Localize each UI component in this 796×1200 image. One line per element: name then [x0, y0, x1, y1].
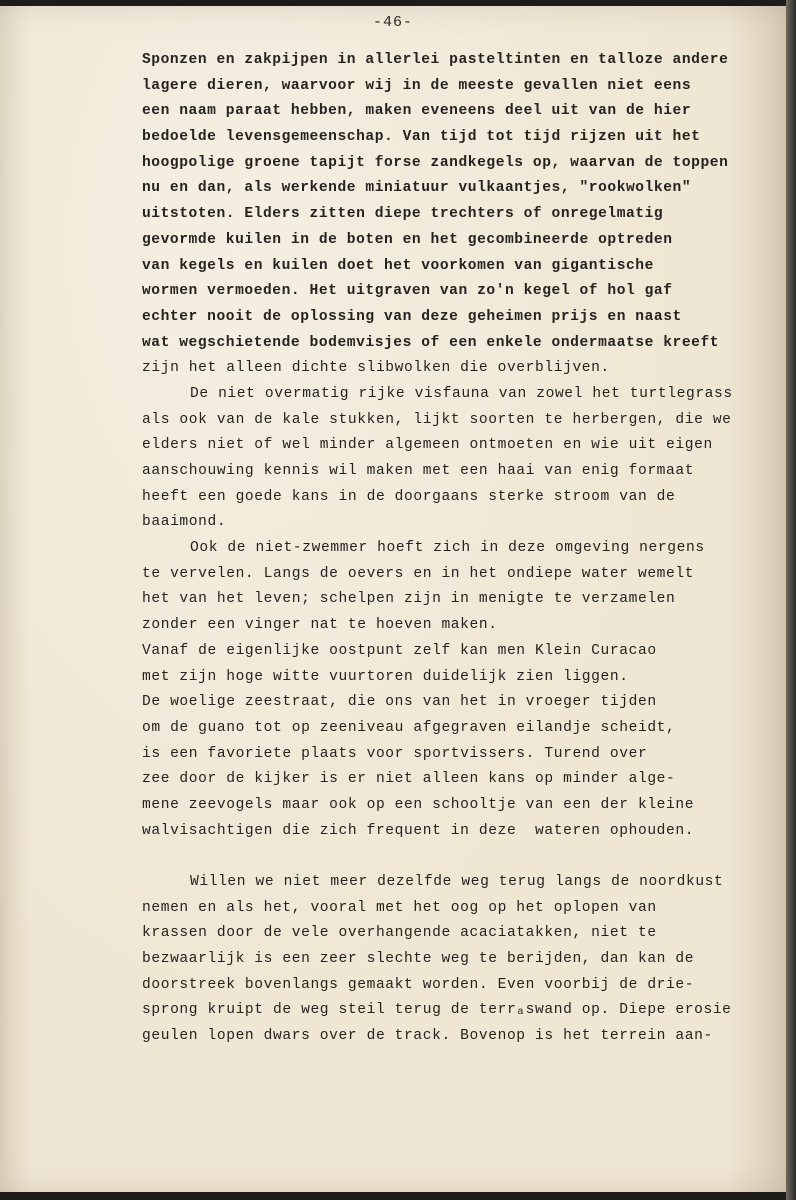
- text-line: elders niet of wel minder algemeen ontmoeten en wie uit eigen: [142, 437, 713, 454]
- text-line: uitstoten. Elders zitten diepe trechters of onregelmatig: [142, 206, 664, 223]
- text-line: als ook van de kale stukken, lijkt soorten te herbergen, die we: [142, 411, 732, 428]
- text-line: echter nooit de oplossing van deze geheimen prijs en naast: [142, 308, 682, 325]
- text-line: De niet overmatig rijke visfauna van zowel het turtlegrass: [190, 385, 733, 402]
- text-line: Vanaf de eigenlijke oostpunt zelf kan men Klein Curacao: [142, 642, 657, 659]
- text-line: krassen door de vele overhangende acaciatakken, niet te: [142, 925, 657, 942]
- text-line: gevormde kuilen in de boten en het gecombineerde optreden: [142, 231, 673, 248]
- text-line: met zijn hoge witte vuurtoren duidelijk zien liggen.: [142, 668, 629, 685]
- text-line: Ook de niet-zwemmer hoeft zich in deze omgeving nergens: [190, 540, 705, 557]
- text-line: nemen en als het, vooral met het oog op het oplopen van: [142, 899, 657, 916]
- text-line: wormen vermoeden. Het uitgraven van zo'n kegel of hol gaf: [142, 283, 673, 300]
- text-line: om de guano tot op zeeniveau afgegraven eilandje scheidt,: [142, 719, 676, 736]
- text-line: hoogpolige groene tapijt forse zandkegels op, waarvan de toppen: [142, 154, 729, 171]
- text-line: is een favoriete plaats voor sportvissers. Turend over: [142, 745, 648, 762]
- text-line: sprong kruipt de weg steil terug de terrₐswand op. Diepe erosie: [142, 1002, 732, 1019]
- text-line: bezwaarlijk is een zeer slechte weg te berijden, dan kan de: [142, 951, 695, 968]
- typed-page: [0, 6, 786, 1192]
- text-line: Willen we niet meer dezelfde weg terug langs de noordkust: [190, 874, 724, 890]
- text-line: aanschouwing kennis wil maken met een haai van enig formaat: [142, 463, 695, 479]
- text-line: van kegels en kuilen doet het voorkomen van gigantische: [142, 257, 654, 274]
- text-line: nu en dan, als werkende miniatuur vulkaantjes, "rookwolken": [142, 180, 692, 197]
- text-line: heeft een goede kans in de doorgaans sterke stroom van de: [142, 488, 676, 505]
- text-line: zee door de kijker is er niet alleen kans op minder alge-: [142, 771, 676, 788]
- text-line: lagere dieren, waarvoor wij in de meeste gevallen niet eens: [142, 77, 692, 94]
- text-line: mene zeevogels maar ook op een schooltje van een der kleine: [142, 796, 695, 813]
- text-line: Sponzen en zakpijpen in allerlei pasteltinten en talloze andere: [142, 52, 729, 68]
- blank-line: [142, 844, 782, 870]
- text-line: walvisachtigen die zich frequent in deze wateren ophouden.: [142, 822, 695, 839]
- text-line: het van het leven; schelpen zijn in menigte te verzamelen: [142, 591, 676, 608]
- text-line: zonder een vinger nat te hoeven maken.: [142, 617, 498, 634]
- text-line: doorstreek bovenlangs gemaakt worden. Even voorbij de drie-: [142, 976, 695, 993]
- text-line: De woelige zeestraat, die ons van het in vroeger tijden: [142, 694, 657, 711]
- text-line: geulen lopen dwars over de track. Bovenop is het terrein aan-: [142, 1028, 713, 1045]
- text-line: zijn het alleen dichte slibwolken die overblijven.: [142, 360, 610, 377]
- body-text: [142, 48, 782, 1050]
- page-number: -46-: [372, 14, 413, 31]
- text-line: te vervelen. Langs de oevers en in het ondiepe water wemelt: [142, 565, 695, 582]
- text-line: wat wegschietende bodemvisjes of een enkele ondermaatse kreeft: [142, 334, 720, 351]
- text-line: bedoelde levensgemeenschap. Van tijd tot tijd rijzen uit het: [142, 129, 701, 146]
- page-edge-shadow: [786, 0, 796, 1200]
- text-line: baaimond.: [142, 514, 227, 531]
- text-line: een naam paraat hebben, maken eveneens deel uit van de hier: [142, 103, 692, 120]
